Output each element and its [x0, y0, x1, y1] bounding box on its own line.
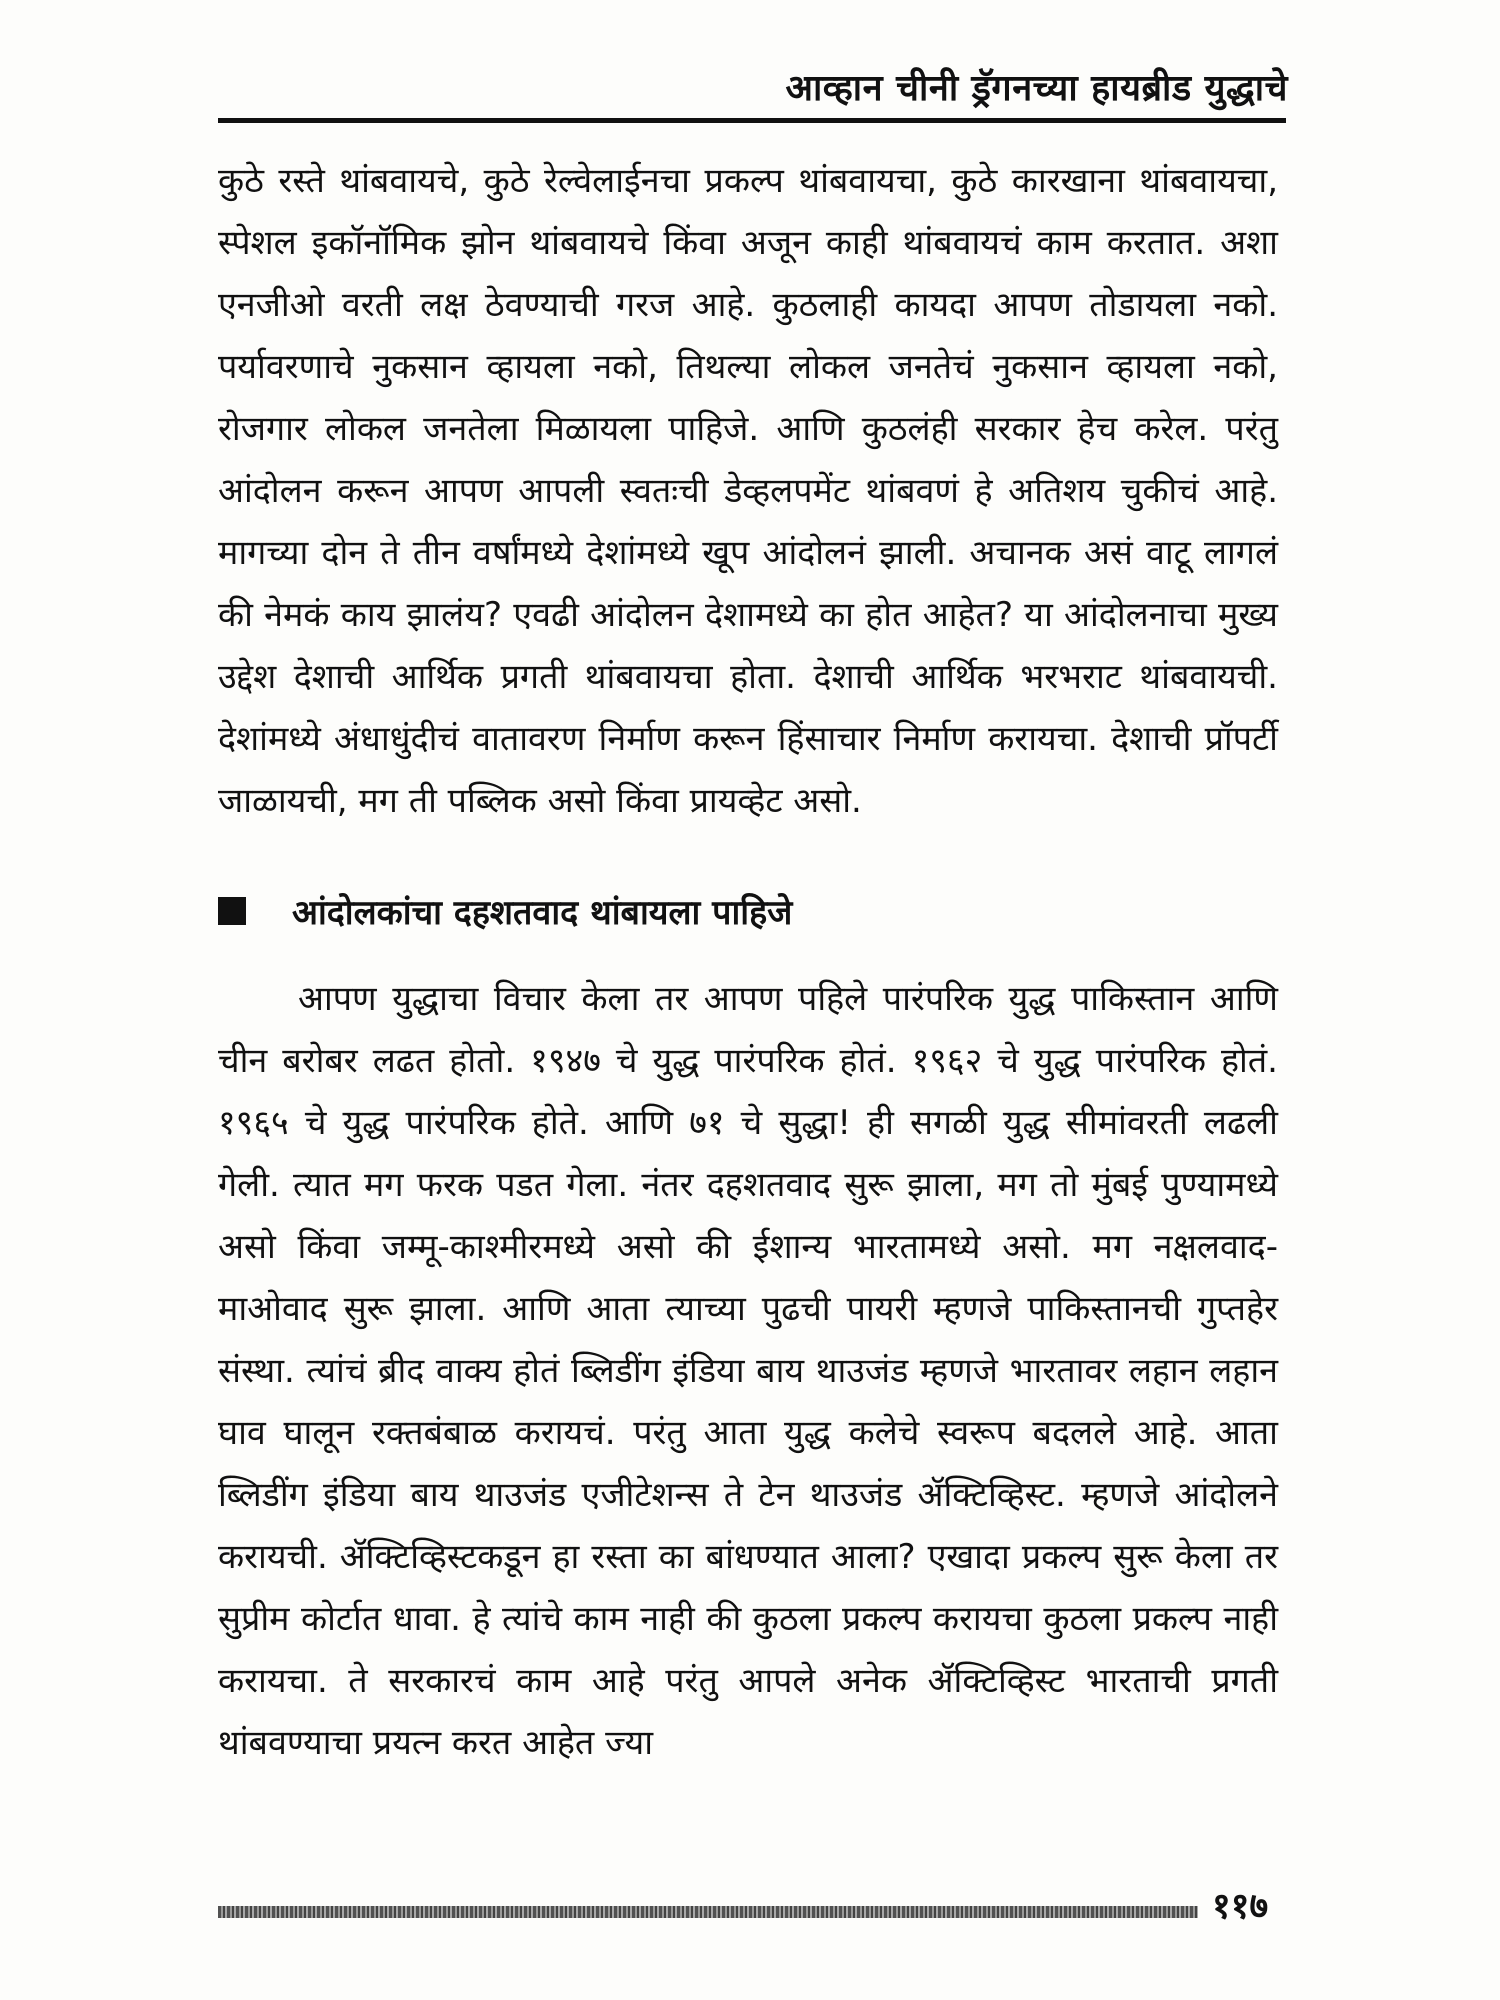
section-heading-text: आंदोलकांचा दहशतवाद थांबायला पाहिजे: [292, 893, 793, 933]
square-bullet-icon: [218, 897, 246, 925]
footer-rule: [218, 1906, 1198, 1918]
page-number: ११७: [1212, 1886, 1269, 1927]
header-rule: [218, 118, 1286, 123]
section-heading: [218, 880, 792, 942]
body-paragraph-1: कुठे रस्ते थांबवायचे, कुठे रेल्वेलाईनचा प्रकल्प थांबवायचा, कुठे कारखाना थांबवायचा, स्पेशल इकॉनॉमिक झोन थांबवायचे किंवा अजून काही थांबवायचं काम करतात. अशा एनजीओ वरती लक्ष ठेवण्याची गरज आहे. कुठलाही कायदा आपण तोडायला नको. पर्यावरणाचे नुकसान व्हायला नको, तिथल्या लोकल जनतेचं नुकसान व्हायला नको, रोजगार लोकल जनतेला मिळायला पाहिजे. आणि कुठलंही सरकार हेच करेल. परंतु आंदोलन करून आपण आपली स्वतःची डेव्हलपमेंट थांबवणं हे अतिशय चुकीचं आहे. मागच्या दोन ते तीन वर्षांमध्ये देशांमध्ये खूप आंदोलनं झाली. अचानक असं वाटू लागलं की नेमकं काय झालंय? एवढी आंदोलन देशामध्ये का होत आहेत? या आंदोलनाचा मुख्य उद्देश देशाची आर्थिक प्रगती थांबवायचा होता. देशाची आर्थिक भरभराट थांबवायची. देशांमध्ये अंधाधुंदीचं वातावरण निर्माण करून हिंसाचार निर्माण करायचा. देशाची प्रॉपर्टी जाळायची, मग ती पब्लिक असो किंवा प्रायव्हेट असो.: [218, 161, 1278, 821]
running-head-title: आव्हान चीनी ड्रॅगनच्या हायब्रीड युद्धाचे: [785, 68, 1288, 109]
body-paragraph-2: आपण युद्धाचा विचार केला तर आपण पहिले पारंपरिक युद्ध पाकिस्तान आणि चीन बरोबर लढत होतो. १९४७ चे युद्ध पारंपरिक होतं. १९६२ चे युद्ध पारंपरिक होतं. १९६५ चे युद्ध पारंपरिक होते. आणि ७१ चे सुद्धा! ही सगळी युद्ध सीमांवरती लढली गेली. त्यात मग फरक पडत गेला. नंतर दहशतवाद सुरू झाला, मग तो मुंबई पुण्यामध्ये असो किंवा जम्मू-काश्मीरमध्ये असो की ईशान्य भारतामध्ये असो. मग नक्षलवाद-माओवाद सुरू झाला. आणि आता त्याच्या पुढची पायरी म्हणजे पाकिस्तानची गुप्तहेर संस्था. त्यांचं ब्रीद वाक्य होतं ब्लिडींग इंडिया बाय थाउजंड म्हणजे भारतावर लहान लहान घाव घालून रक्तबंबाळ करायचं. परंतु आता युद्ध कलेचे स्वरूप बदलले आहे. आता ब्लिडींग इंडिया बाय थाउजंड एजीटेशन्स ते टेन थाउजंड ॲक्टिव्हिस्ट. म्हणजे आंदोलने करायची. ॲक्टिव्हिस्टकडून हा रस्ता का बांधण्यात आला? एखादा प्रकल्प सुरू केला तर सुप्रीम कोर्टात धावा. हे त्यांचे काम नाही की कुठला प्रकल्प करायचा कुठला प्रकल्प नाही करायचा. ते सरकारचं काम आहे परंतु आपले अनेक ॲक्टिव्हिस्ट भारताची प्रगती थांबवण्याचा प्रयत्न करत आहेत ज्या: [218, 979, 1278, 1763]
